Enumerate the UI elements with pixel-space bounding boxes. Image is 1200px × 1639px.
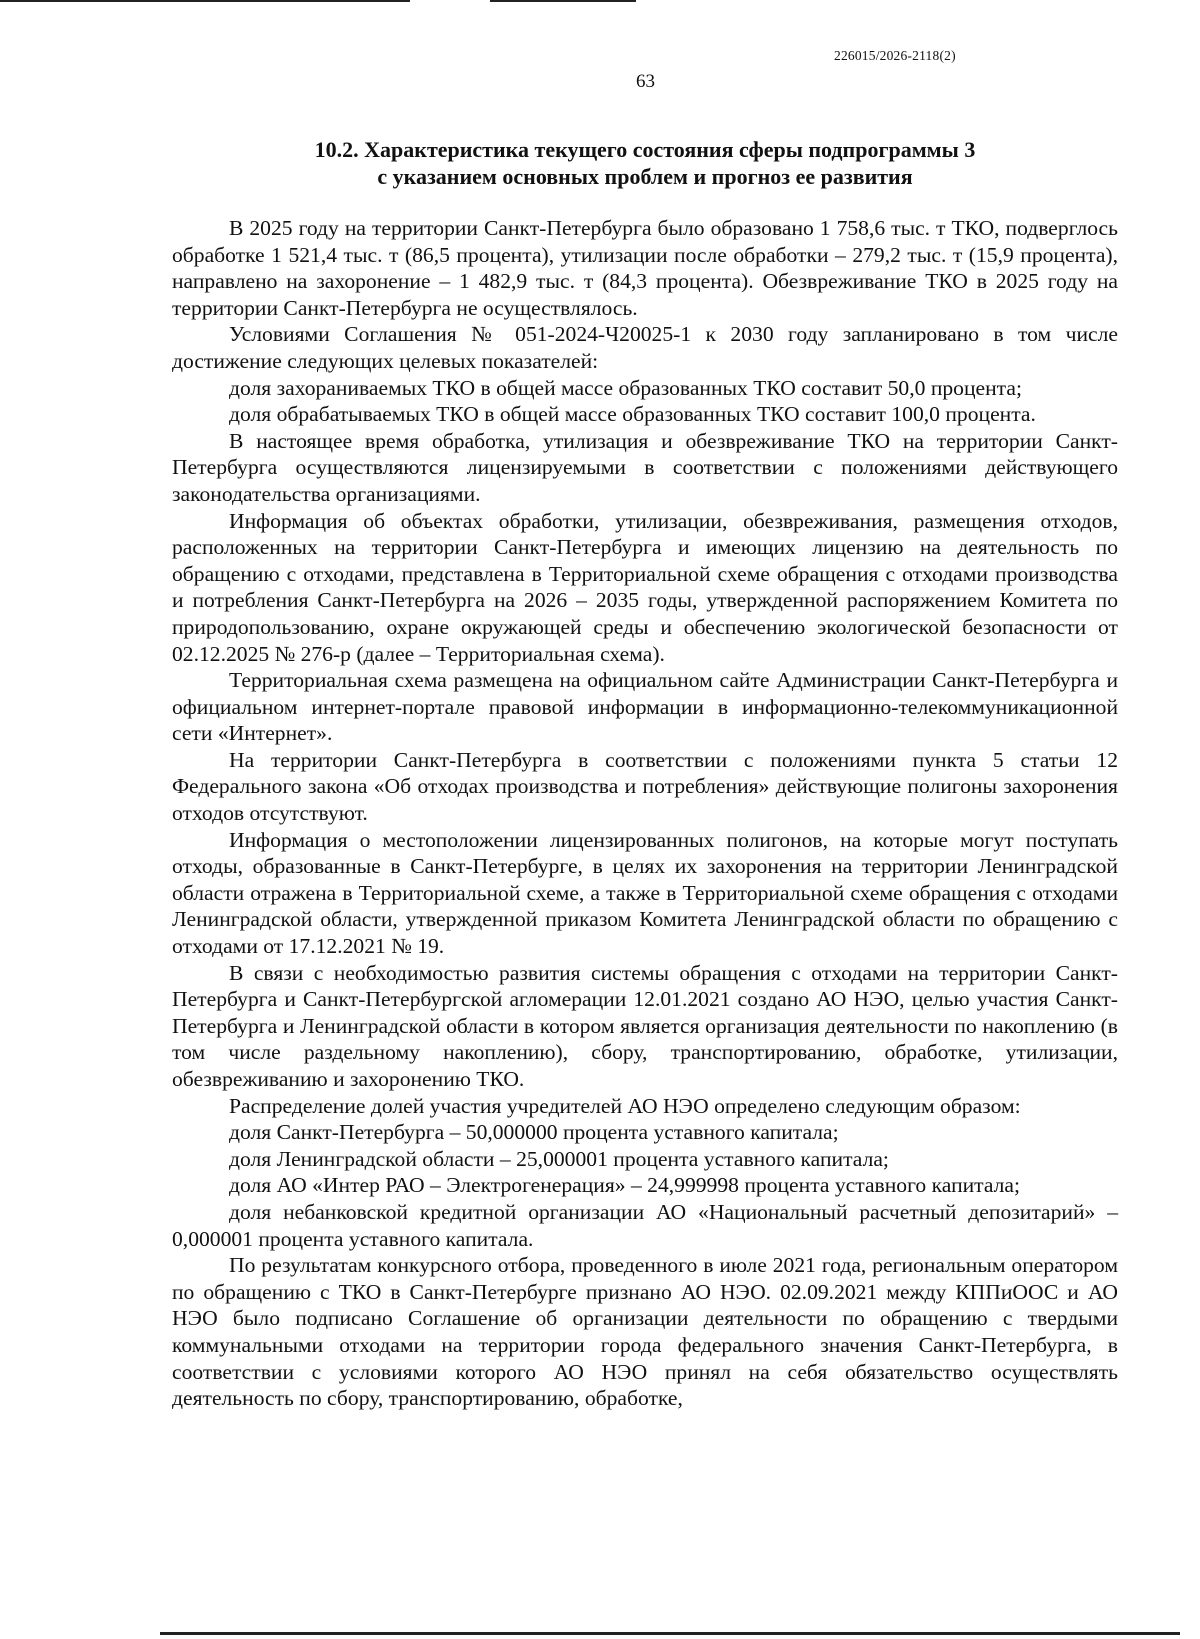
scan-edge-mark: [490, 0, 636, 2]
list-item: доля Ленинградской области – 25,000001 процента уставного капитала;: [229, 1146, 889, 1171]
document-body: [172, 215, 1118, 1412]
paragraph: Информация о местоположении лицензированных полигонов, на которые могут поступать отходы, образованные в Санкт-Петербурге, в целях их захоронения на территории Ленинградской области отражена в Территориальной схеме, а также в Территориальной схеме обращения с отходами Ленинградской области, утвержденной приказом Комитета Ленинградской области по обращению с отходами от 17.12.2021 № 19.: [172, 827, 1118, 959]
section-heading-line-1: 10.2. Характеристика текущего состояния сферы подпрограммы 3: [314, 137, 976, 162]
scan-edge-mark: [0, 0, 410, 2]
list-item: доля захораниваемых ТКО в общей массе образованных ТКО составит 50,0 процента;: [229, 375, 1022, 400]
paragraph: Территориальная схема размещена на официальном сайте Администрации Санкт-Петербурга и официальном интернет-портале правовой информации в информационно-телекоммуникационной сети «Интернет».: [172, 668, 1118, 746]
paragraph: В настоящее время обработка, утилизация и обезвреживание ТКО на территории Санкт-Петербурга осуществляются лицензируемыми в соответствии с положениями действующего законодательства организациями.: [172, 428, 1118, 506]
list-item: доля небанковской кредитной организации АО «Национальный расчетный депозитарий» – 0,000001 процента уставного капитала.: [172, 1199, 1118, 1251]
paragraph: На территории Санкт-Петербурга в соответствии с положениями пункта 5 статьи 12 Федерального закона «Об отходах производства и потребления» действующие полигоны захоронения отходов отсутствуют.: [172, 747, 1118, 826]
list-item: доля АО «Интер РАО – Электрогенерация» – 24,999998 процента уставного капитала;: [229, 1173, 1021, 1198]
paragraph: По результатам конкурсного отбора, проведенного в июле 2021 года, региональным оператором по обращению с ТКО в Санкт-Петербурге признано АО НЭО. 02.09.2021 между КППиООС и АО НЭО было подписано Соглашение об организации деятельности по обращению с твердыми коммунальными отходами на территории города федерального значения Санкт-Петербурга, в соответствии с условиями которого АО НЭО принял на себя обязательство осуществлять деятельность по сбору, транспортированию, обработке,: [172, 1253, 1118, 1411]
section-heading-line-2: с указанием основных проблем и прогноз ее развития: [377, 164, 913, 189]
page-number: 63: [636, 71, 655, 92]
paragraph: В 2025 году на территории Санкт-Петербурга было образовано 1 758,6 тыс. т ТКО, подверглось обработке 1 521,4 тыс. т (86,5 процента), утилизации после обработки – 279,2 тыс. т (15,9 процента), направлено на захоронение – 1 482,9 тыс. т (84,3 процента). Обезвреживание ТКО в 2025 году на территории Санкт-Петербурга не осуществлялось.: [172, 216, 1118, 320]
list-item: доля обрабатываемых ТКО в общей массе образованных ТКО составит 100,0 процента.: [229, 402, 1036, 427]
document-registration-number: 226015/2026-2118(2): [834, 48, 956, 63]
paragraph: В связи с необходимостью развития системы обращения с отходами на территории Санкт-Петербурга и Санкт-Петербургской агломерации 12.01.2021 создано АО НЭО, целью участия Санкт-Петербурга и Ленинградской области в котором является организация деятельности по накоплению (в том числе раздельному накоплению), сбору, транспортированию, обработке, утилизации, обезвреживанию и захоронению ТКО.: [172, 960, 1118, 1091]
paragraph: Условиями Соглашения № 051-2024-Ч20025-1 к 2030 году запланировано в том числе достижение следующих целевых показателей:: [172, 322, 1118, 373]
paragraph: Информация об объектах обработки, утилизации, обезвреживания, размещения отходов, расположенных на территории Санкт-Петербурга и имеющих лицензию на деятельность по обращению с отходами, представлена в Территориальной схеме обращения с отходами производства и потребления Санкт-Петербурга на 2026 – 2035 годы, утвержденной распоряжением Комитета по природопользованию, охране окружающей среды и обеспечению экологической безопасности от 02.12.2025 № 276-р (далее – Территориальная схема).: [172, 508, 1118, 666]
paragraph: Распределение долей участия учредителей АО НЭО определено следующим образом:: [229, 1093, 1021, 1118]
scan-edge-mark: [160, 1632, 1180, 1635]
section-heading: [172, 136, 1118, 190]
list-item: доля Санкт-Петербурга – 50,000000 процента уставного капитала;: [229, 1120, 839, 1145]
